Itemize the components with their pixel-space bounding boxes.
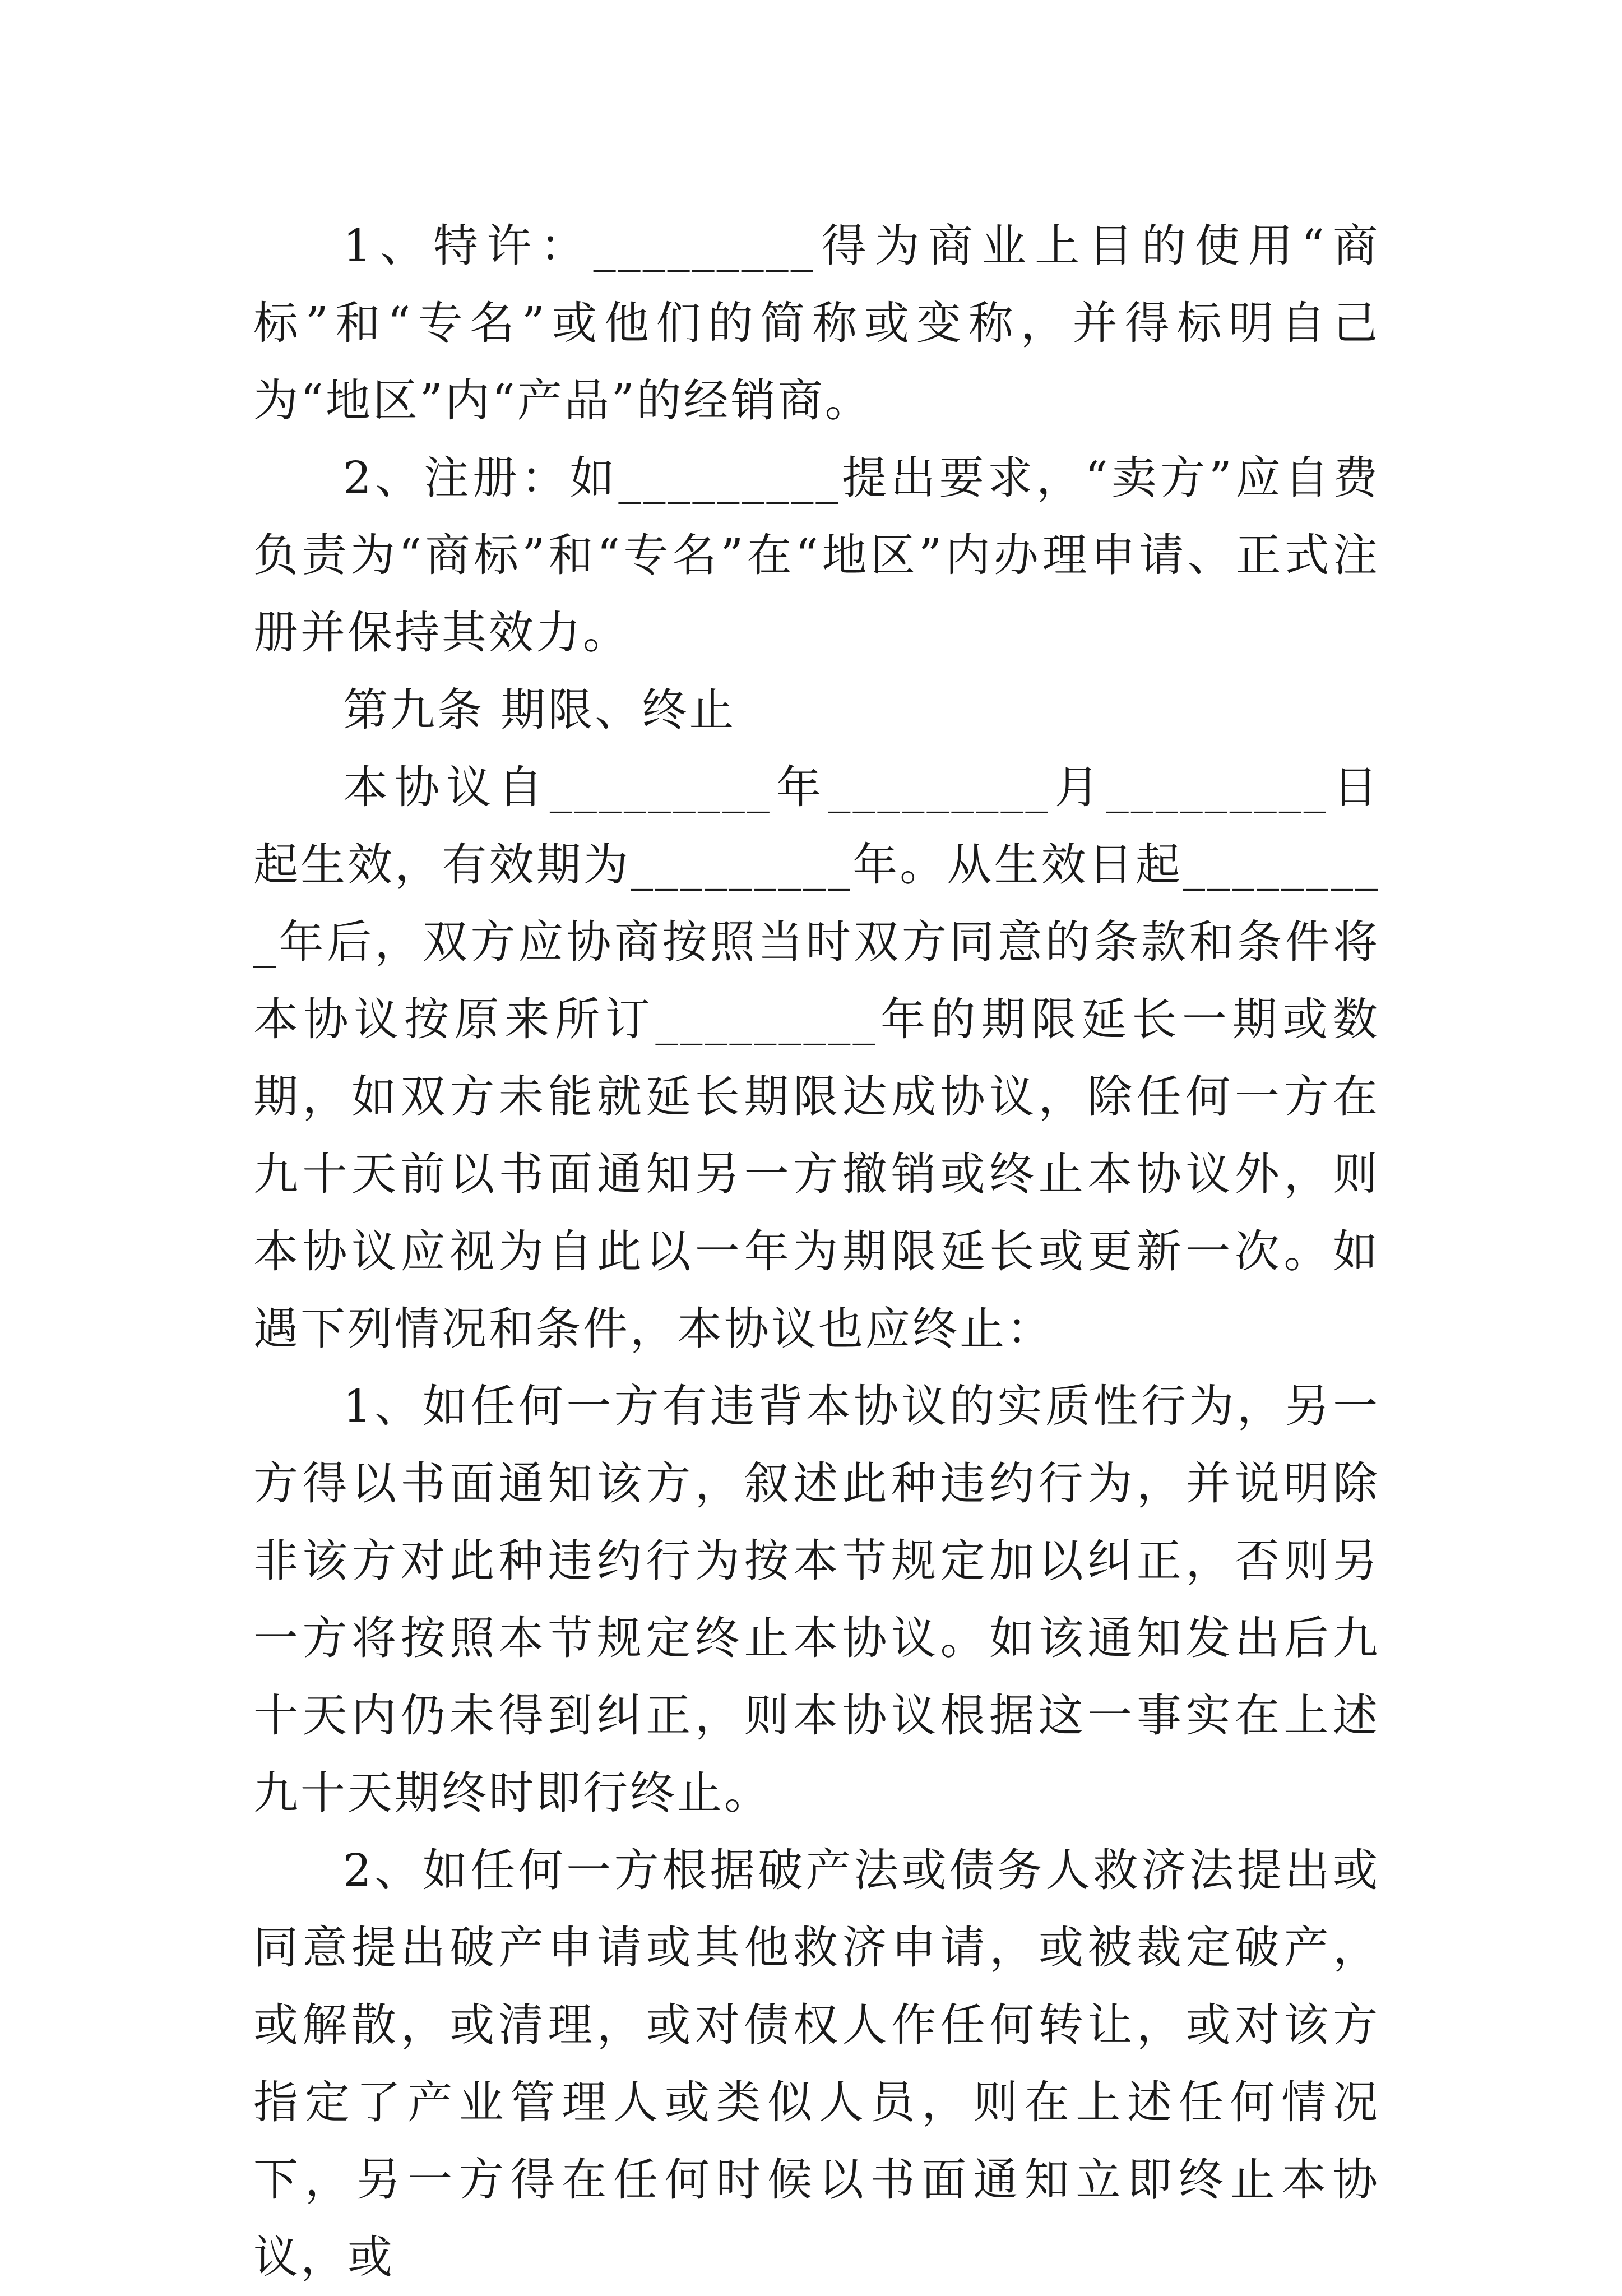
clause-paragraph: 1、如任何一方有违背本协议的实质性行为，另一方得以书面通知该方，叙述此种违约行为，并说明除非该方对此种违约行为按本节规定加以纠正，否则另一方将按照本节规定终止本协议。如该通知发出后九十天内仍未得到纠正，则本协议根据这一事实在上述九十天期终时即行终止。 — [253, 1380, 1380, 1819]
section-heading: 第九条 期限、终止 — [343, 684, 736, 736]
document-body — [253, 207, 1380, 2296]
clause-paragraph: 2、注册：如_________提出要求，“卖方”应自费负责为“商标”和“专名”在“地区”内办理申请、正式注册并保持其效力。 — [253, 452, 1380, 659]
clause-paragraph: 本协议自_________年_________月_________日起生效，有效期为_________年。从生效日起_________年后，双方应协商按照当时双方同意的条款和条件将本协议按原来所订_________年的期限延长一期或数期，如双方未能就延长期限达成协议，除任何一方在九十天前以书面通知另一方撤销或终止本协议外，则本协议应视为自此以一年为期限延长或更新一次。如遇下列情况和条件，本协议也应终止： — [253, 761, 1380, 1355]
clause-paragraph: 1、特许：_________得为商业上目的使用“商标”和“专名”或他们的简称或变称，并得标明自己为“地区”内“产品”的经销商。 — [253, 220, 1380, 427]
clause-paragraph: 2、如任何一方根据破产法或债务人救济法提出或同意提出破产申请或其他救济申请，或被裁定破产，或解散，或清理，或对债权人作任何转让，或对该方指定了产业管理人或类似人员，则在上述任何情况下，另一方得在任何时候以书面通知立即终止本协议，或 — [253, 1844, 1380, 2283]
